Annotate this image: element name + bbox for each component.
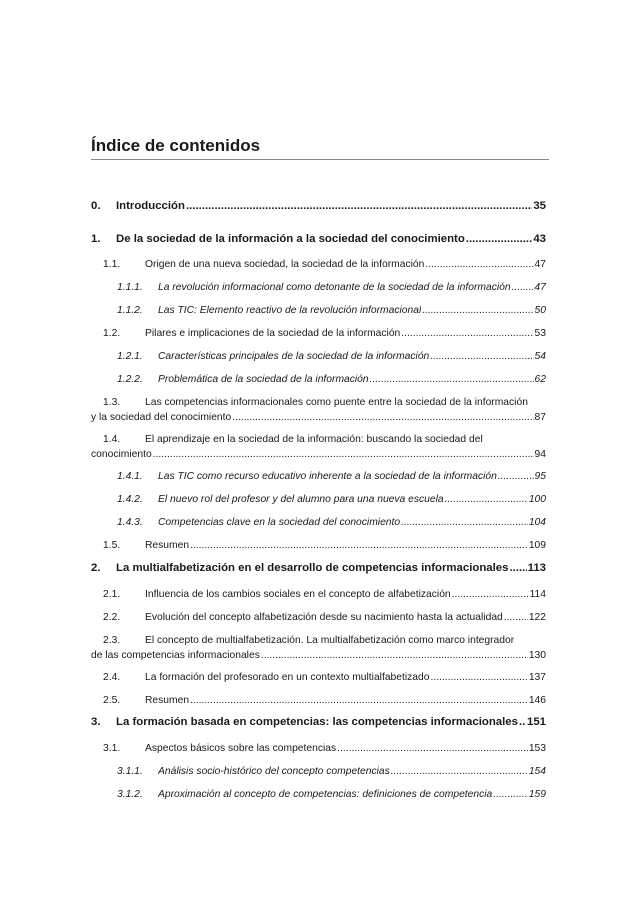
toc-page: 47: [534, 282, 546, 293]
toc-page: 62: [534, 374, 546, 385]
toc-entry-1-1[interactable]: [103, 259, 546, 270]
toc-entry-2-5[interactable]: [103, 695, 546, 706]
leader-dots: [466, 233, 533, 245]
toc-number: 1.1.: [103, 259, 121, 270]
toc-number: 1.: [91, 233, 101, 245]
leader-dots: [337, 743, 528, 754]
leader-dots: [153, 449, 534, 460]
toc-number: 3.1.1.: [117, 766, 143, 777]
toc-entry-1-4-3[interactable]: [117, 517, 546, 528]
toc-label: Competencias clave en la sociedad del conocimiento: [158, 517, 401, 528]
toc-entry-2-2[interactable]: [103, 612, 546, 623]
toc-label-continuation: de las competencias informacionales: [91, 650, 260, 661]
toc-label: Introducción: [116, 200, 185, 212]
toc-label: Las TIC como recurso educativo inherente a la sociedad de la información: [158, 471, 497, 482]
toc-number: 2.2.: [103, 612, 121, 623]
toc-number: 1.4.: [103, 434, 121, 445]
toc-number: 3.: [91, 716, 101, 728]
toc-page: 54: [534, 351, 546, 362]
toc-label: Pilares e implicaciones de la sociedad de la información: [145, 328, 401, 339]
toc-label: Origen de una nueva sociedad, la sociedad de la información: [145, 259, 425, 270]
toc-label: De la sociedad de la información a la sociedad del conocimiento: [116, 233, 465, 245]
toc-page: 137: [528, 672, 546, 683]
leader-dots: [512, 282, 534, 293]
toc-number: 2.1.: [103, 589, 121, 600]
toc-page: 109: [528, 540, 546, 551]
toc-entry-1-2-2[interactable]: [117, 374, 546, 385]
toc-entry-0[interactable]: [91, 200, 546, 212]
toc-entry-2[interactable]: [91, 562, 546, 574]
toc-label: Influencia de los cambios sociales en el concepto de alfabetización: [145, 589, 451, 600]
toc-label: Problemática de la sociedad de la información: [158, 374, 369, 385]
leader-dots: [401, 328, 533, 339]
leader-dots: [232, 412, 533, 423]
toc-page: 122: [528, 612, 546, 623]
toc-label: El aprendizaje en la sociedad de la información: buscando la sociedad del: [145, 434, 483, 445]
toc-number: 1.2.2.: [117, 374, 143, 385]
leader-dots: [445, 494, 528, 505]
toc-page: 151: [526, 716, 546, 728]
toc-number: 0.: [91, 200, 101, 212]
toc-label: La formación del profesorado en un contexto multialfabetizado: [145, 672, 430, 683]
leader-dots: [190, 695, 528, 706]
toc-entry-1-2-1[interactable]: [117, 351, 546, 362]
toc-label: La revolución informacional como detonante de la sociedad de la información: [158, 282, 511, 293]
toc-label: Análisis socio-histórico del concepto competencias: [158, 766, 390, 777]
leader-dots: [431, 672, 528, 683]
leader-dots: [493, 789, 528, 800]
toc-page: 50: [534, 305, 546, 316]
toc-page: 87: [534, 412, 546, 423]
toc-page: 154: [528, 766, 546, 777]
leader-dots: [425, 259, 533, 270]
leader-dots: [186, 200, 532, 212]
toc-number: 1.4.1.: [117, 471, 143, 482]
toc-label: Resumen: [145, 540, 190, 551]
toc-number: 3.1.2.: [117, 789, 143, 800]
toc-entry-3-1-1[interactable]: [117, 766, 546, 777]
title-divider: [91, 159, 549, 160]
toc-page: 130: [528, 650, 546, 661]
toc-entry-1[interactable]: [91, 233, 546, 245]
leader-dots: [422, 305, 533, 316]
toc-page: 94: [534, 449, 546, 460]
toc-number: 1.2.: [103, 328, 121, 339]
toc-page: 104: [528, 517, 546, 528]
toc-entry-1-5[interactable]: [103, 540, 546, 551]
toc-entry-1-4-1[interactable]: [117, 471, 546, 482]
leader-dots: [519, 716, 526, 728]
toc-label: Las competencias informacionales como puente entre la sociedad de la información: [145, 397, 528, 408]
toc-number: 1.5.: [103, 540, 121, 551]
toc-number: 3.1.: [103, 743, 121, 754]
leader-dots: [370, 374, 534, 385]
toc-entry-1-4-2[interactable]: [117, 494, 546, 505]
toc-page: 95: [534, 471, 546, 482]
leader-dots: [190, 540, 528, 551]
toc-page: 100: [528, 494, 546, 505]
leader-dots: [391, 766, 528, 777]
toc-page: 113: [527, 562, 546, 574]
toc-page: 153: [528, 743, 546, 754]
toc-entry-1-1-2[interactable]: [117, 305, 546, 316]
toc-number: 2.5.: [103, 695, 121, 706]
toc-number: 1.2.1.: [117, 351, 143, 362]
toc-label: Aproximación al concepto de competencias: definiciones de competencia: [158, 789, 493, 800]
toc-page: 47: [534, 259, 546, 270]
leader-dots: [498, 471, 534, 482]
toc-label: Resumen: [145, 695, 190, 706]
toc-page: 159: [528, 789, 546, 800]
toc-label-continuation: y la sociedad del conocimiento: [91, 412, 232, 423]
toc-page: 35: [533, 200, 546, 212]
toc-number: 1.4.3.: [117, 517, 143, 528]
toc-page: 146: [528, 695, 546, 706]
toc-label-continuation: conocimiento: [91, 449, 152, 460]
toc-number: 1.1.1.: [117, 282, 143, 293]
toc-label: Las TIC: Elemento reactivo de la revolución informacional: [158, 305, 422, 316]
toc-number: 1.1.2.: [117, 305, 143, 316]
leader-dots: [430, 351, 533, 362]
toc-number: 1.3.: [103, 397, 121, 408]
toc-label: Evolución del concepto alfabetización desde su nacimiento hasta la actualidad: [145, 612, 503, 623]
toc-entry-1-1-1[interactable]: [117, 282, 546, 293]
toc-number: 2.: [91, 562, 101, 574]
leader-dots: [261, 650, 528, 661]
leader-dots: [401, 517, 528, 528]
toc-entry-3-1-2[interactable]: [117, 789, 546, 800]
toc-entry-1-2[interactable]: [103, 328, 546, 339]
leader-dots: [452, 589, 529, 600]
leader-dots: [504, 612, 528, 623]
toc-page: 53: [534, 328, 546, 339]
toc-number: 2.4.: [103, 672, 121, 683]
toc-number: 2.3.: [103, 635, 121, 646]
toc-label: Características principales de la sociedad de la información: [158, 351, 430, 362]
page-title: Índice de contenidos: [91, 136, 261, 155]
toc-number: 1.4.2.: [117, 494, 143, 505]
toc-label: El concepto de multialfabetización. La multialfabetización como marco integrador: [145, 635, 515, 646]
toc-label: El nuevo rol del profesor y del alumno para una nueva escuela: [158, 494, 444, 505]
toc-label: La multialfabetización en el desarrollo de competencias informacionales: [116, 562, 509, 574]
leader-dots: [509, 562, 526, 574]
toc-page: 114: [529, 589, 546, 600]
toc-entry-3-1[interactable]: [103, 743, 546, 754]
toc-entry-2-1[interactable]: [103, 589, 546, 600]
toc-entry-3[interactable]: [91, 716, 546, 728]
toc-label: Aspectos básicos sobre las competencias: [145, 743, 337, 754]
toc-page: 43: [533, 233, 546, 245]
toc-label: La formación basada en competencias: las competencias informacionales: [116, 716, 518, 728]
toc-entry-2-4[interactable]: [103, 672, 546, 683]
